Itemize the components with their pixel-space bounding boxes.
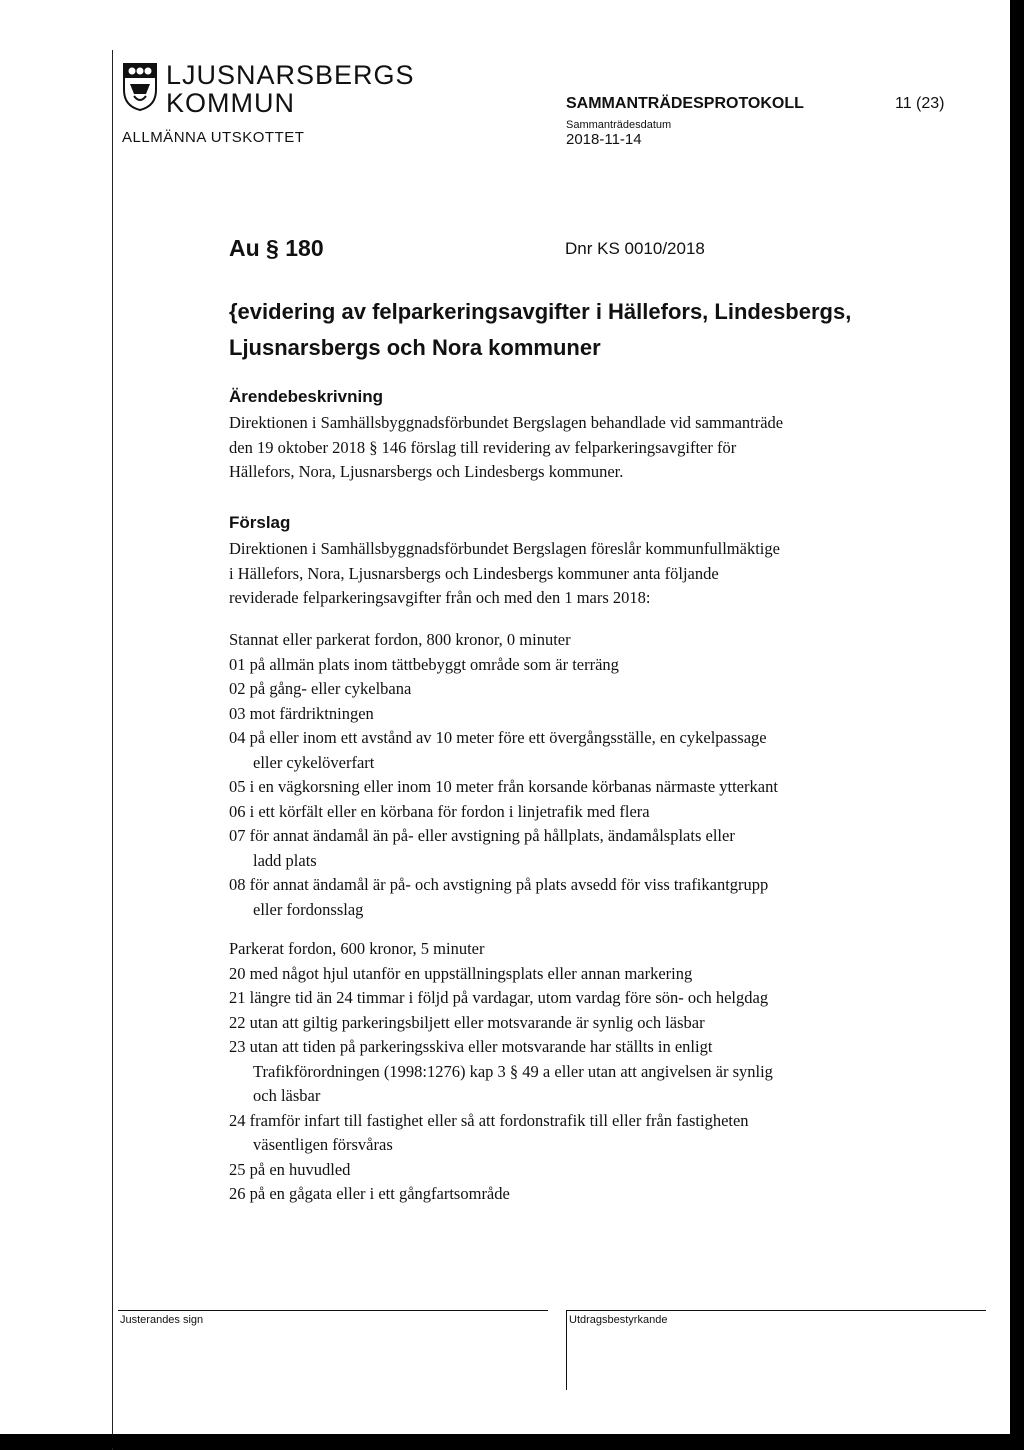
list-item: 22 utan att giltig parkeringsbiljett eller motsvarande är synlig och läsbar [229,1012,705,1032]
paragraph-number: Au § 180 [229,235,324,261]
list-item: 25 på en huvudled [229,1159,351,1179]
meeting-date: 2018-11-14 [566,131,642,148]
signature-line [566,1310,986,1311]
list-item: 20 med något hjul utanför en uppställningsplats eller annan markering [229,963,693,983]
list-item: 26 på en gågata eller i ett gångfartsområde [229,1184,510,1203]
list-item: 01 på allmän plats inom tättbebyggt område som är terräng [229,654,619,674]
forslag-text [229,537,959,611]
list-item: 06 i ett körfält eller en körbana för fordon i linjetrafik med flera [229,801,650,821]
document-type: SAMMANTRÄDESPROTOKOLL [566,95,804,112]
signature-label-left: Justerandes sign [120,1314,204,1326]
list-item: 24 framför infart till fastighet eller så att fordonstrafik till eller från fastigheten [229,1110,749,1130]
diary-number: Dnr KS 0010/2018 [565,239,705,258]
list-item-continuation: eller cykelöverfart [253,752,375,772]
arende-heading: Ärendebeskrivning [229,387,383,406]
signature-label-right: Utdragsbestyrkande [569,1314,668,1326]
group-heading: Parkerat fordon, 600 kronor, 5 minuter [229,939,485,958]
scan-edge [0,1434,1024,1448]
list-item: 08 för annat ändamål är på- och avstigning på plats avsedd för viss trafikantgrupp [229,875,769,894]
text-line: reviderade felparkeringsavgifter från och med den 1 mars 2018: [229,588,651,607]
text-line: Direktionen i Samhällsbyggnadsförbundet Bergslagen föreslår kommunfullmäktige [229,539,780,558]
margin-line [112,50,113,1450]
group2-list [229,937,959,1207]
title-line: {evidering av felparkeringsavgifter i Hällefors, Lindesbergs, [229,299,852,324]
signature-line [118,1310,548,1311]
scan-edge [1010,0,1024,1448]
list-item: 02 på gång- eller cykelbana [229,679,412,698]
municipal-coat-of-arms-icon [120,60,160,112]
list-item-continuation: ladd plats [253,850,317,870]
list-item: 23 utan att tiden på parkeringsskiva eller motsvarande har ställts in enligt [229,1037,713,1056]
list-item: 04 på eller inom ett avstånd av 10 meter före ett övergångsställe, en cykelpassage [229,728,767,747]
list-item-continuation: och läsbar [253,1086,321,1105]
municipality-name-line1: LJUSNARSBERGS [166,60,415,90]
list-item: 03 mot färdriktningen [229,703,374,723]
list-item: 07 för annat ändamål än på- eller avstigning på hållplats, ändamålsplats eller [229,826,735,845]
municipality-name-line2: KOMMUN [166,88,295,118]
group1-list [229,628,959,922]
text-line: Hällefors, Nora, Ljusnarsbergs och Lindesbergs kommuner. [229,462,624,481]
signature-divider [566,1310,567,1390]
list-item: 05 i en vägkorsning eller inom 10 meter från korsande körbanas närmaste ytterkant [229,777,778,796]
date-label: Sammanträdesdatum [566,119,672,131]
page-number: 11 (23) [895,95,945,112]
group-heading: Stannat eller parkerat fordon, 800 kronor, 0 minuter [229,630,571,649]
text-line: i Hällefors, Nora, Ljusnarsbergs och Lindesbergs kommuner anta följande [229,563,719,583]
list-item-continuation: Trafikförordningen (1998:1276) kap 3 § 49 a eller utan att angivelsen är synlig [253,1061,773,1081]
list-item-continuation: eller fordonsslag [253,899,364,919]
title-line: Ljusnarsbergs och Nora kommuner [229,335,601,360]
page-title [229,294,959,366]
list-item-continuation: väsentligen försvåras [253,1135,393,1154]
list-item: 21 längre tid än 24 timmar i följd på vardagar, utom vardag före sön- och helgdag [229,988,769,1007]
text-line: Direktionen i Samhällsbyggnadsförbundet Bergslagen behandlade vid sammanträde [229,413,784,432]
committee-name: ALLMÄNNA UTSKOTTET [122,129,305,146]
forslag-heading: Förslag [229,513,291,532]
text-line: den 19 oktober 2018 § 146 förslag till revidering av felparkeringsavgifter för [229,437,737,457]
arende-text [229,411,959,485]
